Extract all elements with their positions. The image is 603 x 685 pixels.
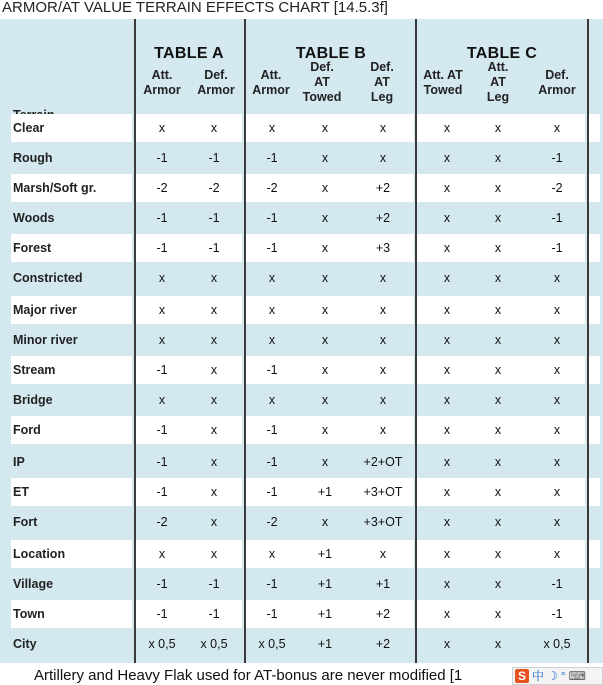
value-cell: x	[321, 455, 329, 469]
value-cell: -1	[266, 211, 278, 225]
punctuation-icon[interactable]: °	[560, 669, 566, 683]
value-cell: +1	[317, 637, 333, 651]
value-cell: x	[210, 303, 218, 317]
table-a-header: TABLE A	[154, 45, 224, 62]
table-row	[0, 355, 603, 385]
value-cell: x	[553, 423, 561, 437]
value-cell: x	[379, 333, 387, 347]
row-band	[589, 478, 600, 506]
value-cell: x	[210, 485, 218, 499]
value-cell: -1	[266, 151, 278, 165]
value-cell: +1	[375, 577, 391, 591]
value-cell: x	[321, 151, 329, 165]
value-cell: x	[210, 455, 218, 469]
value-cell: x	[158, 333, 166, 347]
value-cell: x	[379, 547, 387, 561]
terrain-name: Stream	[13, 363, 56, 377]
value-cell: x	[443, 455, 451, 469]
row-band	[589, 600, 600, 628]
table-row	[0, 113, 603, 143]
table-c-header: TABLE C	[466, 45, 538, 62]
terrain-name: Ford	[13, 423, 41, 437]
col-c-att-at-leg: Att. AT Leg	[486, 60, 510, 104]
value-cell: x	[553, 393, 561, 407]
value-cell: x	[443, 121, 451, 135]
table-row	[0, 415, 603, 445]
footer-note: Artillery and Heavy Flak used for AT-bonus are never modified [1	[34, 667, 463, 684]
value-cell: -1	[551, 577, 563, 591]
value-cell: x	[494, 181, 502, 195]
value-cell: x	[268, 121, 276, 135]
value-cell: +2	[375, 211, 391, 225]
terrain-name: Clear	[13, 121, 45, 135]
value-cell: x	[443, 151, 451, 165]
value-cell: x	[379, 393, 387, 407]
terrain-name: Rough	[13, 151, 53, 165]
value-cell: x	[321, 515, 329, 529]
value-cell: -1	[208, 577, 220, 591]
value-cell: x	[494, 515, 502, 529]
value-cell: x	[321, 303, 329, 317]
value-cell: x	[494, 151, 502, 165]
value-cell: +2	[375, 637, 391, 651]
value-cell: x	[158, 271, 166, 285]
value-cell: -1	[156, 423, 168, 437]
value-cell: x	[158, 547, 166, 561]
table-row	[0, 173, 603, 203]
value-cell: x	[210, 333, 218, 347]
value-cell: x	[443, 515, 451, 529]
value-cell: -1	[156, 363, 168, 377]
value-cell: x	[494, 271, 502, 285]
table-row	[0, 447, 603, 477]
value-cell: x	[443, 423, 451, 437]
value-cell: -1	[551, 211, 563, 225]
value-cell: x	[321, 333, 329, 347]
terrain-name: Major river	[13, 303, 77, 317]
value-cell: x	[494, 485, 502, 499]
value-cell: x	[158, 393, 166, 407]
value-cell: x	[553, 455, 561, 469]
value-cell: x	[321, 181, 329, 195]
value-cell: -1	[266, 423, 278, 437]
value-cell: x	[321, 241, 329, 255]
value-cell: -1	[156, 151, 168, 165]
terrain-name: Town	[13, 607, 45, 621]
value-cell: x	[553, 485, 561, 499]
table-row	[0, 325, 603, 355]
value-cell: x	[553, 271, 561, 285]
table-row	[0, 203, 603, 233]
value-cell: x	[321, 271, 329, 285]
value-cell: x	[321, 423, 329, 437]
value-cell: x	[379, 363, 387, 377]
terrain-name: Village	[13, 577, 54, 591]
value-cell: x	[443, 271, 451, 285]
value-cell: x	[321, 211, 329, 225]
value-cell: x	[553, 547, 561, 561]
row-band	[589, 416, 600, 444]
value-cell: -1	[156, 607, 168, 621]
terrain-name: City	[13, 637, 37, 651]
value-cell: x	[210, 363, 218, 377]
value-cell: x	[321, 393, 329, 407]
value-cell: x 0,5	[148, 637, 176, 651]
value-cell: x	[553, 303, 561, 317]
row-band	[589, 114, 600, 142]
chinese-input-icon[interactable]: 中	[532, 669, 545, 683]
row-band	[589, 174, 600, 202]
value-cell: x	[268, 393, 276, 407]
terrain-name: Forest	[13, 241, 52, 255]
divider-a	[134, 19, 136, 663]
value-cell: x	[494, 423, 502, 437]
value-cell: +2	[375, 181, 391, 195]
table-row	[0, 143, 603, 173]
value-cell: x	[494, 241, 502, 255]
value-cell: -1	[156, 455, 168, 469]
value-cell: x	[210, 423, 218, 437]
value-cell: x	[443, 181, 451, 195]
value-cell: x	[443, 577, 451, 591]
value-cell: x	[443, 211, 451, 225]
table-row	[0, 233, 603, 263]
value-cell: -2	[156, 515, 168, 529]
value-cell: x	[379, 303, 387, 317]
terrain-name: Fort	[13, 515, 38, 529]
terrain-name: ET	[13, 485, 29, 499]
value-cell: +3	[375, 241, 391, 255]
col-c-def-armor: Def. Armor	[538, 68, 576, 97]
value-cell: -2	[551, 181, 563, 195]
value-cell: x	[268, 303, 276, 317]
row-band	[589, 356, 600, 384]
keyboard-icon[interactable]: ⌨	[568, 669, 586, 683]
value-cell: -1	[208, 211, 220, 225]
divider-b	[244, 19, 246, 663]
table-row	[0, 539, 603, 569]
value-cell: x	[443, 241, 451, 255]
table-row	[0, 507, 603, 537]
value-cell: -2	[208, 181, 220, 195]
value-cell: -1	[208, 241, 220, 255]
value-cell: -1	[266, 485, 278, 499]
value-cell: x	[210, 271, 218, 285]
value-cell: x	[210, 547, 218, 561]
value-cell: +3+OT	[363, 515, 403, 529]
value-cell: -2	[266, 515, 278, 529]
value-cell: x	[158, 303, 166, 317]
value-cell: x	[494, 303, 502, 317]
value-cell: x	[494, 577, 502, 591]
col-a-def-armor: Def. Armor	[197, 68, 235, 97]
value-cell: +3+OT	[363, 485, 403, 499]
value-cell: x	[379, 121, 387, 135]
value-cell: x	[443, 607, 451, 621]
value-cell: -1	[156, 241, 168, 255]
value-cell: -1	[551, 607, 563, 621]
value-cell: -1	[266, 241, 278, 255]
value-cell: -1	[156, 211, 168, 225]
col-b-att-armor: Att. Armor	[252, 68, 290, 97]
table-b-header: TABLE B	[295, 45, 367, 62]
divider-right	[587, 19, 589, 663]
value-cell: x	[443, 637, 451, 651]
value-cell: +1	[317, 485, 333, 499]
table-row	[0, 263, 603, 293]
value-cell: x	[494, 393, 502, 407]
terrain-name: Location	[13, 547, 66, 561]
value-cell: x	[494, 211, 502, 225]
value-cell: x	[210, 393, 218, 407]
value-cell: x	[494, 455, 502, 469]
terrain-effects-table	[0, 19, 603, 663]
divider-c	[415, 19, 417, 663]
row-band	[11, 478, 132, 506]
value-cell: x	[210, 515, 218, 529]
value-cell: x	[553, 363, 561, 377]
value-cell: -2	[156, 181, 168, 195]
value-cell: x	[443, 393, 451, 407]
value-cell: x	[443, 485, 451, 499]
value-cell: x	[443, 303, 451, 317]
value-cell: x	[268, 271, 276, 285]
value-cell: +2	[375, 607, 391, 621]
terrain-name: Minor river	[13, 333, 78, 347]
value-cell: x	[494, 363, 502, 377]
table-row	[0, 569, 603, 599]
row-band	[589, 296, 600, 324]
value-cell: +2+OT	[363, 455, 403, 469]
value-cell: -1	[266, 455, 278, 469]
value-cell: x	[443, 547, 451, 561]
value-cell: x	[379, 151, 387, 165]
value-cell: x	[443, 333, 451, 347]
value-cell: x	[443, 363, 451, 377]
value-cell: -1	[208, 607, 220, 621]
ime-toolbar[interactable]	[512, 667, 603, 685]
value-cell: x	[158, 121, 166, 135]
value-cell: x	[321, 121, 329, 135]
value-cell: x	[379, 423, 387, 437]
value-cell: x	[494, 637, 502, 651]
value-cell: -1	[156, 485, 168, 499]
value-cell: x 0,5	[200, 637, 228, 651]
value-cell: x	[553, 515, 561, 529]
value-cell: x	[268, 547, 276, 561]
col-a-att-armor: Att. Armor	[143, 68, 181, 97]
row-band	[589, 234, 600, 262]
value-cell: -1	[551, 151, 563, 165]
chart-title: ARMOR/AT VALUE TERRAIN EFFECTS CHART [14.5.3f]	[2, 0, 388, 16]
col-c-att-at-towed: Att. AT Towed	[423, 68, 463, 97]
terrain-name: Marsh/Soft gr.	[13, 181, 97, 195]
value-cell: x	[553, 333, 561, 347]
col-b-def-at-towed: Def. AT Towed	[302, 60, 342, 104]
value-cell: -2	[266, 181, 278, 195]
sogou-logo-icon[interactable]: S	[515, 669, 529, 683]
value-cell: -1	[156, 577, 168, 591]
value-cell: +1	[317, 547, 333, 561]
value-cell: -1	[266, 607, 278, 621]
row-band	[589, 540, 600, 568]
value-cell: x 0,5	[258, 637, 286, 651]
value-cell: x	[268, 333, 276, 347]
value-cell: x	[210, 121, 218, 135]
value-cell: x	[553, 121, 561, 135]
value-cell: -1	[551, 241, 563, 255]
value-cell: -1	[266, 363, 278, 377]
value-cell: x	[494, 547, 502, 561]
value-cell: x	[494, 607, 502, 621]
value-cell: x 0,5	[543, 637, 571, 651]
terrain-name: Bridge	[13, 393, 53, 407]
half-width-moon-icon[interactable]: ☽	[547, 669, 558, 683]
table-row	[0, 477, 603, 507]
value-cell: x	[379, 271, 387, 285]
value-cell: +1	[317, 577, 333, 591]
col-b-def-at-leg: Def. AT Leg	[370, 60, 394, 104]
table-row	[0, 629, 603, 659]
value-cell: x	[321, 363, 329, 377]
table-row	[0, 599, 603, 629]
value-cell: +1	[317, 607, 333, 621]
value-cell: x	[494, 333, 502, 347]
terrain-name: IP	[13, 455, 25, 469]
value-cell: -1	[266, 577, 278, 591]
terrain-name: Constricted	[13, 271, 83, 285]
value-cell: x	[494, 121, 502, 135]
terrain-name: Woods	[13, 211, 55, 225]
value-cell: -1	[208, 151, 220, 165]
table-row	[0, 385, 603, 415]
table-row	[0, 295, 603, 325]
